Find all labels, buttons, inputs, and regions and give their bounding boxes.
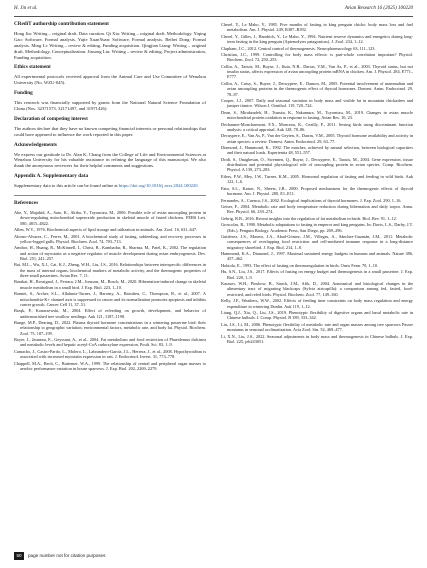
reference-entry: Groscolas, R., 1990. Metabolic adaptations to fasting in emperor and king penguins. In: Davis, L.S., Darby, J.T. (Eds.), Penguin Biology. Academic Press, San Diego, pp. 269–296.: [221, 222, 414, 233]
reference-entry: Cherel, Y., Le Maho, Y., 1985. Five months of fasting in king penguin chicks: body mass loss and fuel metabolism. Am. J. Physiol. 249, R387–R392.: [221, 22, 413, 33]
reference-entry: Dridi, S., Onagbesan, O., Swennen, Q., Buyse, J., Decuypere, E., Taouis, M., 2004. Gene expression, tissue distribution and potential physiological role of uncoupling protein in avian species. Comp. Biochem. Physiol. A 139, 273–283.: [221, 156, 413, 173]
header-authors: H. Jin et al.: [14, 6, 38, 11]
reference-entry: Karasov, W.H., Pinshow, B., Starck, J.M., Afik, D., 2004. Anatomical and histological changes in the alimentary tract of migrating blackcaps (Sylvia atricapilla): a comparison among fed, fasted, food-restricted, and refed birds. Physiol. Biochem. Zool. 77, 149–160.: [221, 281, 413, 297]
reference-entry: Geiser, F., 2004. Metabolic rate and body temperature reduction during hibernation and daily torpor. Annu. Rev. Physiol. 66, 239–274.: [221, 204, 413, 215]
appendix-title: Appendix A. Supplementary data: [14, 173, 89, 180]
credit-text: Hong Jin: Writing – original draft, Data curation. Qi Xia: Writing – original draft, Methodology. Yiqing Gao: Software, Formal analysis. Yujie XuanYuan: Software, Formal analysis. Beibei Dong: Formal analysis. Ming Li: Writing – review & editing, Funding acquisition. Qingjian Liang: Writing – original draft, Methodology, Conceptualization. Jinsong Liu: Writing – review & editing, Project administration, Funding acquisition.: [14, 30, 206, 60]
reference-entry: Alonso-Alvarez, C., Ferrer, M., 2001. A biochemical study of fasting, subfeeding, and recovery processes in yellow-legged gulls. Physiol. Biochem. Zool. 74, 703–713.: [14, 233, 206, 244]
references-list-right: [221, 22, 413, 344]
appendix-text: [14, 183, 206, 189]
right-column: [221, 22, 413, 345]
acknowledgements-title: Acknowledgements: [14, 141, 57, 148]
supplementary-doi-link[interactable]: https://doi.org/10.1016/j.avrs.2024.100220.: [118, 183, 199, 189]
reference-entry: Cooper, J.J., 2007. Daily and seasonal variation in body mass and visible fat in mountain chickadees and juniper titmice. Wilson J. Ornithol. 119, 720–724.: [221, 97, 413, 109]
reference-entry: Hammond, K.A., Diamond, J., 1997. Maximal sustained energy budgets in humans and animals. Nature 386, 457–462.: [221, 251, 413, 262]
running-header: [0, 6, 427, 18]
reference-entry: Chappell, M.A., Bech, C., Buttemer, W.A., 1999. The relationship of central and peripheral organ masses to aerobic performance variation in house sparrows. J. Exp. Biol. 202, 2269–2279.: [14, 360, 206, 372]
reference-entry: Gutiérrez, J.S., Masero, J.A., Abad-Gómez, J.M., Villegas, A., Sánchez-Guzmán, J.M., 2011. Metabolic consequences of overlapping food restriction and cell-mediated immune response in a long-distance migratory shorebird. J. Exp. Biol. 214, 1–8.: [221, 234, 413, 250]
reference-entry: Allen, W.V., 1976. Biochemical aspects of lipid storage and utilization in animals. Am. Zool. 16, 631–647.: [14, 227, 198, 233]
reference-entry: Clapham, J.C., 2012. Central control of thermogenesis. Neuropharmacology 63, 111–123.: [221, 45, 376, 51]
reference-entry: Boyer, J., Jauneau, E., Geyssant, A., et al., 2004. Fat metabolism and food restriction of Phaeolemus dulcinea and metabolic levels and hepatic acetyl-CoA carboxylase expression. Poult. Sci. 83, 1–9.: [14, 337, 206, 348]
reference-entry: Decuypere, E., Van As, P., Van der Geyten, S., Darras, V.M., 2005. Thyroid hormone availability and activity in avian species: a review. Domest. Anim. Endocrinol. 29, 63–77.: [221, 133, 413, 144]
ethics-text: All experimental protocols received approval from the Animal Care and Use Committee of Wenzhou University (No. WZU-045).: [14, 74, 206, 86]
acknowledgements-text: We express our gratitude to Dr. Alan K. Chang from the College of Life and Environmental Sciences at Wenzhou University for his valuable assistance in refining the language of this manuscript. We also thank the anonymous reviewers for their helpful comments and suggestions.: [14, 151, 206, 169]
reference-entry: Hohtola, E., 1993. The effect of fasting on thermoregulation in birds. Ornis Fenn. 70, 1–10.: [221, 262, 379, 268]
left-column: [14, 22, 206, 373]
references-list-left: [14, 210, 206, 371]
reference-entry: Fernandes, A., Cuenca, J.S., 2002. Ecological implications of thyroid hormones. J. Exp. Zool. 290, 1–16.: [221, 197, 402, 203]
ethics-title: Ethics statement: [14, 64, 51, 71]
reference-entry: Fain, S.L., Kaiser, N., Sheets, J.B., 2000. Proposed mechanisms for the thermogenic effects of thyroid hormone. Am. J. Physiol. 280, E1–E11.: [221, 185, 413, 197]
reference-entry: Bonnet, S., Archer, S.L., Allalunis-Turner, J., Haromy, A., Beaulieu, C., Thompson, R., et al., 2007. A mitochondria-K+ channel axis is suppressed in cancer and its normalization promotes apoptosis and inhibits cancer growth. Cancer Cell 11, 37–51.: [14, 291, 206, 307]
reference-entry: Eilers, F.W., Mey, J.W., Turner, K.M., 2005. Hormonal regulation of fasting and feeding in wild birds. Auk 122, 1–6.: [221, 173, 413, 185]
reference-entry: Abe, Y., Mujahid, A., Sato, K., Akiba, Y., Toyomizu, M., 2006. Possible role of avian uncoupling protein in down-regulating mitochondrial superoxide production in skeletal muscle of fasted chickens. FEBS Lett. 580, 4815–4822.: [14, 209, 206, 226]
reference-entry: Liang, Q.J., Xia, Q., Liu, J.S., 2019. Phenotypic flexibility of digestive organs and basal metabolic rate in Chinese bulbuls. J. Comp. Physiol. B 189, 333–342.: [221, 310, 413, 321]
references-rule: [14, 195, 206, 196]
reference-entry: Liu, J.S., Li, M., 2006. Phenotypic flexibility of metabolic rate and organ masses among tree sparrows Passer montanus in seasonal acclimatization. Acta Zool. Sin. 52, 469–477.: [221, 321, 413, 333]
reference-entry: Bai, M.L., Wu, X.J., Cai, K.J., Zheng, W.H., Liu, J.S., 2016. Relationships between interspecific differences in the mass of internal organs, biochemical markers of metabolic activity, and the thermogenic properties of three small passerines. Avian Res. 7, 11.: [14, 262, 206, 278]
funding-title: Funding: [14, 90, 33, 97]
competing-interest-title: Declaration of competing interest: [14, 115, 88, 122]
reference-entry: Kelly, J.F., Weathers, W.W., 2002. Effects of feeding time constraints on body mass regulation and energy expenditure in wintering Dunlin. Auk 119, 1–12.: [221, 298, 413, 309]
references-title: References: [14, 200, 39, 207]
page-footer: [14, 552, 413, 562]
reference-entry: Bunge, M.P., Dearing, D., 2022. Plasma thyroid hormone concentrations in a wintering passerine bird: their relationship to geographic variation, environmental factors, metabolic rate, and body fat. Physiol. Biochem. Zool. 75, 187–199.: [14, 320, 206, 336]
reference-entry: Li, X.N., Liu, J.S., 2022. Seasonal adjustments in body mass and thermogenesis in Chinese bulbuls. J. Exp. Biol. 225, jeb243051.: [221, 333, 413, 344]
reference-entry: Hu, S.N., Liu, J.S., 2017. Effects of fasting on energy budget and thermogenesis in a small passerine. J. Exp. Biol. 220, 1–9.: [221, 269, 413, 280]
competing-interest-text: The authors declare that they have no known competing financial interests or personal relationships that could have appeared to influence the work reported in this paper.: [14, 125, 206, 137]
reference-entry: Gehrig, R.B., 2016. Recent insights into the regulation of fat metabolism in birds. Biol. Rev. 91, 1–12.: [221, 215, 397, 221]
page-number: 50: [14, 552, 24, 560]
reference-entry: Amthor, H., Huang, R., McKinnell, I., Christ, B., Kambadur, R., Sharma, M., Patel, K., 2002. The regulation and action of myostatin as a negative regulator of muscle development during avian embryogenesis. Dev. Biol. 251, 241–257.: [14, 245, 206, 261]
reference-entry: Camacho, J., Castro-Pardo, L., Molero, L., Labrandero-García, J.L., Herrera, J., et al., 2008. Hypothyroidism is associated with increased myostatin expression in rats. J. Endocrinol. Invest. 31, 773–778.: [14, 348, 206, 360]
reference-entry: Dean, S., Mirabzadeh, H., Tsuruta, K., Nakamura, M., Toyomizu, M., 2019. Changes in avian muscle mitochondrial protein oxidation in response to fasting. Avian Res. 10, 23.: [221, 109, 413, 121]
reference-entry: Christian, J.C., 1999. Controlling for body mass effects: is part-whole correlation important? Physiol. Biochem. Zool. 72, 250–253.: [221, 52, 413, 63]
funding-text: This research was financially supported by grants from the National Natural Science Foundation of China (Nos. 32371573, 32171497, and 31971426).: [14, 100, 206, 111]
reference-entry: Barakat, H., Rossignol, J., Ferrara, J.M., Jonsson, M., Bosch, M., 2020. Hibernation-induced change in skeletal muscle metabolism in a small bird. J. Exp. Biol. 223, 1–10.: [14, 279, 206, 290]
appendix-sentence: Supplementary data to this article can be found online at: [14, 183, 118, 189]
reference-entry: Collin, A., Cassy, S., Buyse, J., Decuypere, E., Damon, M., 2005. Potential involvement of mammalian and avian uncoupling proteins in the thermogenic effect of thyroid hormones. Domest. Anim. Endocrinol. 29, 78–87.: [221, 80, 413, 97]
header-rule: [14, 16, 413, 17]
page-note: page number not for citation purposes: [28, 553, 106, 558]
reference-entry: Brzęk, P., Konarzewski, M., 2004. Effect of refeeding on growth, development, and behavior of undernourished tree swallow nestlings. Auk 121, 1187–1198.: [14, 308, 206, 319]
reference-entry: Cherel, Y., Gilles, J., Handrich, Y., Le Maho, Y., 1994. Nutrient reserve dynamics and energetics during long-term fasting in the king penguin (Aptenodytes patagonicus). J. Zool. 234, 1–12.: [221, 33, 413, 45]
reference-entry: Collin, A., Taouis, M., Buyse, J., Ifuta, N.B., Darras, V.M., Van As, P., et al., 2003. Thyroid status, but not insulin status, affects expression of avian uncoupling protein mRNA in chicken. Am. J. Physiol. 284, E771–E777.: [221, 63, 413, 80]
reference-entry: Dechaume-Moncharmont, F.X., Monceau, K., Cezilly, F., 2011. Sexing birds using discriminant function analysis: a critical appraisal. Auk 128, 78–86.: [221, 121, 413, 132]
reference-entry: Diamond, J., Hammond, K., 1992. The matches, achieved by natural selection, between biological capacities and their natural loads. Experientia 48, 551–557.: [221, 145, 413, 156]
header-journal: Avian Research 16 (2025) 100220: [344, 6, 413, 11]
credit-title: CRediT authorship contribution statement: [14, 21, 109, 27]
